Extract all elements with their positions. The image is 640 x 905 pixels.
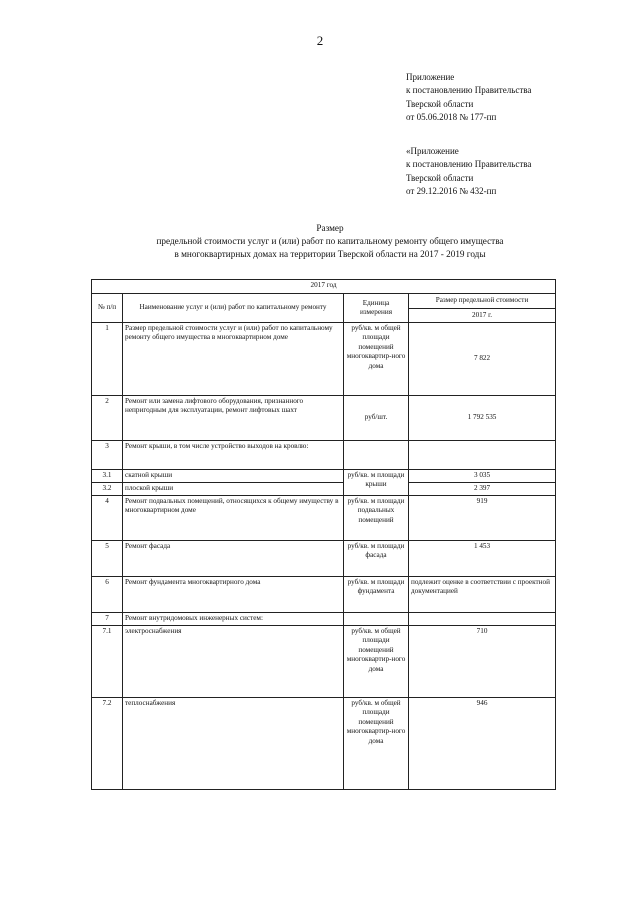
row-name: Ремонт или замена лифтового оборудования, признанного непригодным для эксплуатации, ремонт лифтовых шахт [123,396,344,441]
row-value: 710 [409,626,556,698]
table-row [92,626,556,698]
row-num: 3.2 [92,483,123,496]
table-row [92,483,556,496]
appendix-line: к постановлению Правительства [406,159,532,170]
appendix-original-block [406,145,531,199]
page-number: 2 [316,33,324,48]
row-value: 1 792 535 [409,396,556,441]
title-line: в многоквартирных домах на территории Тверской области на 2017 - 2019 годы [174,249,486,260]
table-row [92,441,556,470]
row-value: 2 397 [409,483,556,496]
row-name: скатной крыши [123,470,344,483]
row-value [409,613,556,626]
row-num: 3.1 [92,470,123,483]
header-name: Наименование услуг и (или) работ по капитальному ремонту [123,294,344,323]
row-unit: руб/кв. м площади крыши [344,470,409,496]
row-num: 7.1 [92,626,123,698]
row-unit [344,441,409,470]
appendix-line: Тверской области [406,172,474,183]
appendix-line: от 05.06.2018 № 177-пп [406,112,497,123]
table-row [92,496,556,541]
row-name: Ремонт фундамента многоквартирного дома [123,577,344,613]
row-unit: руб/кв. м площади подвальных помещений [344,496,409,541]
row-num: 4 [92,496,123,541]
table-row [92,577,556,613]
cost-table [91,279,556,790]
row-unit: руб/кв. м общей площади помещений многоквартир-ного дома [344,323,409,396]
row-num: 6 [92,577,123,613]
row-value: 1 453 [409,541,556,577]
row-num: 7 [92,613,123,626]
title-line: Размер [316,223,344,233]
appendix-line: от 29.12.2016 № 432-пп [406,186,497,197]
row-num: 7.2 [92,698,123,790]
header-cost: Размер предельной стоимости [409,294,556,309]
row-value: 946 [409,698,556,790]
header-num: № п/п [92,294,123,323]
row-unit [344,613,409,626]
row-unit: руб/кв. м общей площади помещений многоквартир-ного дома [344,698,409,790]
row-name: Размер предельной стоимости услуг и (или) работ по капитальному ремонту общего имущества в многоквартирном доме [123,323,344,396]
row-name: Ремонт внутридомовых инженерных систем: [123,613,344,626]
header-unit: Единица измерения [344,294,409,323]
row-value: 7 822 [409,323,556,396]
row-value [409,441,556,470]
row-name: плоской крыши [123,483,344,496]
appendix-line: Тверской области [406,98,474,109]
appendix-line: к постановлению Правительства [406,85,532,96]
appendix-line: Приложение [406,72,455,82]
row-num: 1 [92,323,123,396]
row-unit: руб/кв. м площади фундамента [344,577,409,613]
row-name: Ремонт фасада [123,541,344,577]
appendix-line: «Приложение [406,146,459,156]
document-title [60,222,600,262]
row-value: 919 [409,496,556,541]
row-name: теплоснабжения [123,698,344,790]
row-name: электроснабжения [123,626,344,698]
header-cost-year: 2017 г. [409,309,556,323]
table-row [92,541,556,577]
table-row [92,470,556,483]
year-row [92,280,556,294]
row-unit: руб/кв. м общей площади помещений многоквартир-ного дома [344,626,409,698]
row-unit: руб/кв. м площади фасада [344,541,409,577]
row-value: 3 035 [409,470,556,483]
appendix-current-block [406,71,531,125]
table-row [92,396,556,441]
table-row [92,323,556,396]
title-line: предельной стоимости услуг и (или) работ по капитальному ремонту общего имущества [156,236,504,247]
row-value: подлежит оценке в соответствии с проектной документацией [409,577,556,613]
header-row [92,294,556,309]
row-name: Ремонт крыши, в том числе устройство выходов на кровлю: [123,441,344,470]
row-unit: руб/шт. [344,396,409,441]
row-num: 3 [92,441,123,470]
row-num: 5 [92,541,123,577]
table-row [92,698,556,790]
year-caption: 2017 год [92,280,556,294]
row-num: 2 [92,396,123,441]
table-row [92,613,556,626]
row-name: Ремонт подвальных помещений, относящихся к общему имуществу в многоквартирном доме [123,496,344,541]
